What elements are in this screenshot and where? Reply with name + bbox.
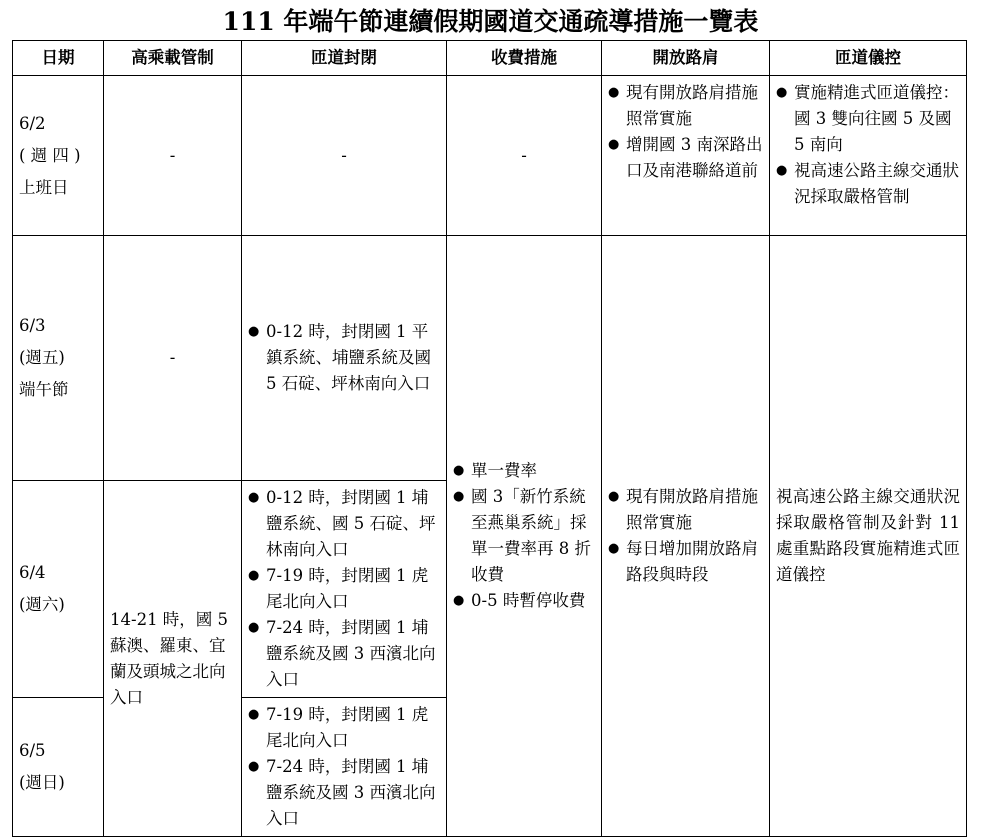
header-hov: 高乘載管制 <box>104 41 242 76</box>
bullet-icon: ● <box>248 324 260 339</box>
bullet-icon: ● <box>453 489 465 504</box>
bullet-icon: ● <box>248 568 260 583</box>
header-shoulder: 開放路肩 <box>602 41 770 76</box>
list-item: ● 視高速公路主線交通狀況採取嚴格管制 <box>776 158 960 210</box>
list-item: ● 7-24 時，封閉國 1 埔鹽系統及國 3 西濱北向入口 <box>248 615 440 693</box>
table-row-jun2 <box>13 76 967 236</box>
ramp-closure-cell <box>242 698 447 837</box>
ramp-metering-cell-merged: 視高速公路主線交通狀況採取嚴格管制及針對 11 處重點路段實施精進式匝道儀控 <box>770 236 967 837</box>
traffic-measures-table <box>12 40 967 837</box>
ramp-closure-cell: - <box>242 76 447 236</box>
hov-cell: - <box>104 236 242 481</box>
list-item: ● 現有開放路肩措施照常實施 <box>608 80 763 132</box>
date-cell: 6/4 (週六) <box>13 481 104 698</box>
date-cell: 6/3 (週五) 端午節 <box>13 236 104 481</box>
header-toll: 收費措施 <box>447 41 602 76</box>
ramp-closure-cell <box>242 236 447 481</box>
header-ramp-closure: 匝道封閉 <box>242 41 447 76</box>
bullet-icon: ● <box>776 163 788 178</box>
list-item: ● 7-24 時，封閉國 1 埔鹽系統及國 3 西濱北向入口 <box>248 754 440 832</box>
list-item: ● 增開國 3 南深路出口及南港聯絡道前 <box>608 132 763 184</box>
bullet-icon: ● <box>608 489 620 504</box>
list-item: ● 每日增加開放路肩路段與時段 <box>608 536 763 588</box>
bullet-icon: ● <box>248 707 260 722</box>
ramp-metering-cell <box>770 76 967 236</box>
header-date: 日期 <box>13 41 104 76</box>
bullet-icon: ● <box>608 541 620 556</box>
bullet-icon: ● <box>248 490 260 505</box>
date-cell: 6/5 (週日) <box>13 698 104 837</box>
list-item: ● 0-12 時，封閉國 1 埔鹽系統、國 5 石碇、坪林南向入口 <box>248 485 440 563</box>
bullet-icon: ● <box>776 85 788 100</box>
list-item: ● 0-5 時暫停收費 <box>453 588 595 614</box>
list-item: ● 單一費率 <box>453 458 595 484</box>
bullet-icon: ● <box>453 463 465 478</box>
list-item: ● 7-19 時，封閉國 1 虎尾北向入口 <box>248 702 440 754</box>
shoulder-cell-merged <box>602 236 770 837</box>
header-ramp-metering: 匝道儀控 <box>770 41 967 76</box>
shoulder-cell <box>602 76 770 236</box>
ramp-closure-cell <box>242 481 447 698</box>
header-row <box>13 41 967 76</box>
bullet-icon: ● <box>453 593 465 608</box>
hov-cell-merged: 14-21 時，國 5 蘇澳、羅東、宜蘭及頭城之北向入口 <box>104 481 242 837</box>
bullet-icon: ● <box>608 85 620 100</box>
page-title: 111 年端午節連續假期國道交通疏導措施一覽表 <box>222 7 759 36</box>
list-item: ● 7-19 時，封閉國 1 虎尾北向入口 <box>248 563 440 615</box>
list-item: ● 國 3「新竹系統至燕巢系統」採單一費率再 8 折收費 <box>453 484 595 588</box>
hov-cell: - <box>104 76 242 236</box>
list-item: ● 實施精進式匝道儀控：國 3 雙向往國 5 及國 5 南向 <box>776 80 960 158</box>
toll-cell-merged <box>447 236 602 837</box>
bullet-icon: ● <box>608 137 620 152</box>
date-cell: 6/2 ( 週 四 ) 上班日 <box>13 76 104 236</box>
list-item: ● 現有開放路肩措施照常實施 <box>608 484 763 536</box>
toll-cell: - <box>447 76 602 236</box>
bullet-icon: ● <box>248 759 260 774</box>
list-item: ● 0-12 時，封閉國 1 平鎮系統、埔鹽系統及國 5 石碇、坪林南向入口 <box>248 319 440 397</box>
bullet-icon: ● <box>248 620 260 635</box>
table-row-jun3 <box>13 236 967 481</box>
